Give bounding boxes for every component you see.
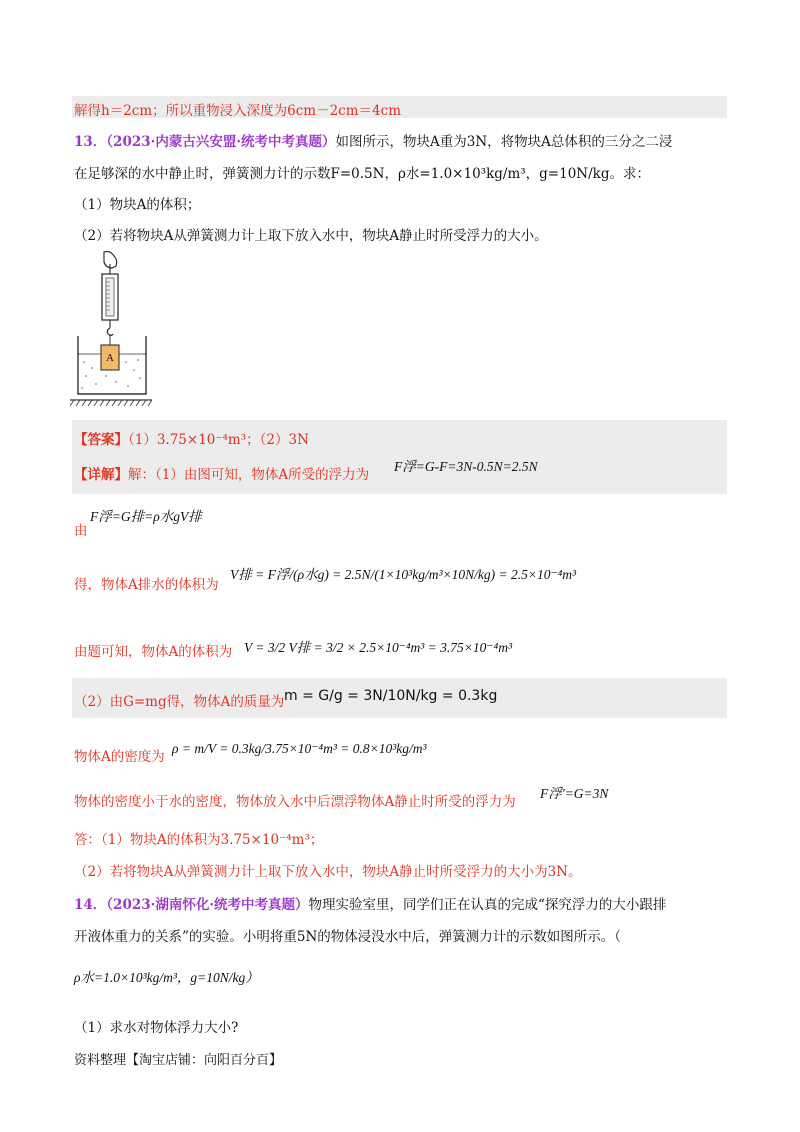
detail-text: 解：（1）由图可知，物体A所受的浮力为: [128, 467, 370, 483]
eq-density: ρ = m/V = 0.3kg/3.75×10⁻⁴m³ = 0.8×10³kg/m³: [172, 741, 427, 756]
conclusion2: （2）若将物块A从弹簧测力计上取下放入水中，物块A静止时所受浮力的大小为3N。: [74, 864, 582, 880]
eq-vol: V = 3/2 V排 = 3/2 × 2.5×10⁻⁴m³ = 3.75×10⁻⁴m³: [244, 640, 513, 655]
mass-text: （2）由G=mg得，物体A的质量为: [74, 694, 285, 710]
q13-part2: （2）若将物块A从弹簧测力计上取下放入水中，物块A静止时所受浮力的大小。: [74, 228, 548, 244]
q13-source: （2023·内蒙古兴安盟·统考中考真题）: [106, 134, 336, 150]
footer-note: 资料整理【淘宝店铺：向阳百分百】: [74, 1053, 283, 1068]
float-text: 物体的密度小于水的密度，物体放入水中后漂浮物体A静止时所受的浮力为: [74, 794, 516, 810]
q13-part1: （1）物块A的体积；: [74, 197, 201, 213]
q13-stem-text1: 如图所示，物块A重为3N，将物块A总体积的三分之二浸: [335, 134, 673, 150]
answer-text: （1）3.75×10⁻⁴m³；（2）3N: [128, 432, 309, 448]
conclusion1: 答：（1）物块A的体积为3.75×10⁻⁴m³；: [74, 832, 324, 848]
q13-stem-line2: 在足够深的水中静止时，弹簧测力计的示数F=0.5N，ρ水=1.0×10³kg/m³，g=10N/kg。求：: [74, 166, 650, 182]
vpai-text: 得，物体A排水的体积为: [74, 577, 219, 593]
spring-scale-figure: [70, 250, 160, 410]
q14-stem-line2: 开液体重力的关系”的实验。小明将重5N的物体浸没水中后，弹簧测力计的示数如图所示。（: [74, 929, 622, 945]
detail-tag: 【详解】: [74, 467, 128, 483]
eq-buoyancy: F浮=G-F=3N-0.5N=2.5N: [394, 459, 538, 474]
q13-stem-line1: [74, 130, 672, 150]
q14-part1: （1）求水对物体浮力大小?: [74, 1020, 239, 1036]
eq-float: F浮′=G=3N: [540, 786, 609, 801]
q14-number: 14．: [74, 897, 107, 913]
eq-vpai: V排 = F浮/(ρ水g) = 2.5N/(1×10³kg/m³×10N/kg) = 2.5×10⁻⁴m³: [230, 567, 577, 582]
q14-stem-text1: 物理实验室里，同学们正在认真的完成“探究浮力的大小跟排: [308, 897, 667, 913]
q14-stem-line1: [74, 893, 666, 913]
you-word: 由: [74, 523, 88, 539]
q14-source: （2023·湖南怀化·统考中考真题）: [106, 897, 309, 913]
q14-givens: ρ水=1.0×10³kg/m³，g=10N/kg）: [74, 970, 259, 985]
q13-answer: [74, 428, 309, 448]
answer-tag: 【答案】: [74, 432, 128, 448]
eq-mass: m = G/g = 3N/10N/kg = 0.3kg: [284, 688, 498, 704]
density-text: 物体A的密度为: [74, 749, 165, 765]
block-a-label: A: [106, 352, 114, 364]
q13-detail: [74, 463, 369, 483]
vol-text: 由题可知，物体A的体积为: [74, 644, 233, 660]
q13-number: 13．: [74, 134, 107, 150]
prev-solution: 解得h＝2cm；所以重物浸入深度为6cm－2cm＝4cm: [74, 103, 401, 119]
eq-archimedes: F浮=G排=ρ水gV排: [90, 509, 202, 524]
